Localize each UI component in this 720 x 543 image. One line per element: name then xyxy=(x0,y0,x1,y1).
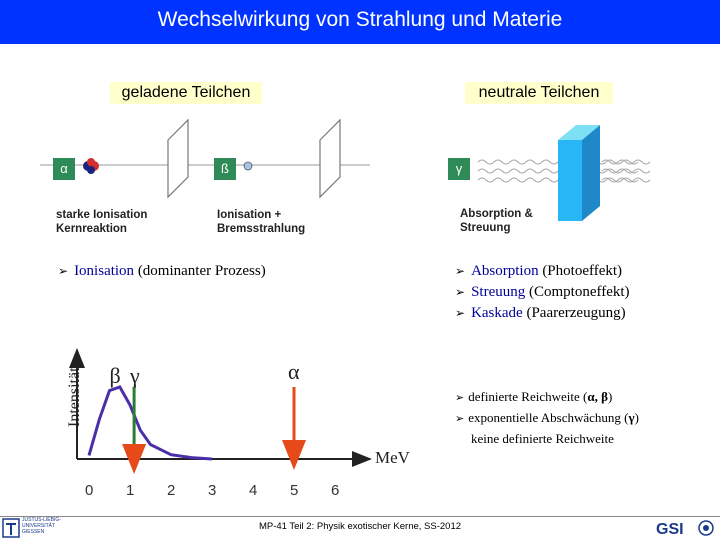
x-tick-label: 3 xyxy=(208,482,217,499)
gamma-caption-line-1: Absorption & xyxy=(460,208,533,220)
range-note-2-suffix: ) xyxy=(634,410,639,425)
x-tick-label: 4 xyxy=(249,482,258,499)
gamma-symbol: γ xyxy=(448,158,470,180)
bullet-absorption xyxy=(455,261,630,282)
bullet-streuung xyxy=(455,282,630,303)
range-note-1-suffix: ) xyxy=(607,389,613,404)
arrow-bullet-icon: ➢ xyxy=(455,391,465,404)
bullet-term: Absorption xyxy=(471,263,539,279)
arrow-bullet-icon: ➢ xyxy=(455,412,465,425)
range-note-1 xyxy=(455,387,639,408)
bullet-list-neutral xyxy=(455,261,630,324)
gamma-caption xyxy=(460,207,533,235)
alpha-particle-icon-3 xyxy=(87,158,95,166)
beta-caption xyxy=(217,208,305,236)
alpha-series-label: α xyxy=(288,359,300,384)
absorber-block-side xyxy=(582,125,600,221)
gamma-caption-line-2: Streuung xyxy=(460,222,511,234)
alpha-caption-line-1: starke Ionisation xyxy=(56,209,148,221)
x-tick-label: 5 xyxy=(290,482,299,499)
beta-caption-line-2: Bremsstrahlung xyxy=(217,223,306,235)
absorber-block-front xyxy=(558,140,582,221)
range-note-2 xyxy=(455,408,639,429)
intensity-chart xyxy=(55,345,435,510)
footer-text: MP-41 Teil 2: Physik exotischer Kerne, SS-2012 xyxy=(258,521,462,532)
footer-divider xyxy=(0,516,720,517)
beta-series-label: β xyxy=(109,363,121,388)
x-axis-label: MeV xyxy=(375,448,410,467)
absorber-plate-2 xyxy=(320,120,340,197)
alpha-particle-icon-4 xyxy=(87,166,95,174)
arrow-bullet-icon: ➢ xyxy=(455,264,466,278)
gsi-logo-text: GSI xyxy=(656,521,684,538)
label-charged-particles: geladene Teilchen xyxy=(110,82,262,104)
slide-title: Wechselwirkung von Strahlung und Materie xyxy=(157,8,563,31)
university-logo-icon xyxy=(2,518,20,540)
alpha-caption xyxy=(56,208,147,236)
beta-particle-icon xyxy=(244,162,252,170)
bullet-kaskade xyxy=(455,303,630,324)
x-tick-label: 0 xyxy=(85,482,94,499)
range-note-2-symbols: γ xyxy=(628,410,635,425)
bullet-term: Streuung xyxy=(471,284,526,300)
arrow-bullet-icon: ➢ xyxy=(455,306,466,320)
gsi-logo-icon xyxy=(654,518,718,538)
beta-curve xyxy=(89,387,212,459)
bullet-rest: (Comptoneffekt) xyxy=(525,284,630,300)
bullet-rest: (Photoeffekt) xyxy=(538,263,623,279)
university-logo-text xyxy=(22,517,61,535)
bullet-term: Kaskade xyxy=(471,305,523,321)
logo-line-3: GIESSEN xyxy=(22,529,45,535)
range-notes xyxy=(455,387,639,449)
logo-line-1: JUSTUS-LIEBIG- xyxy=(22,517,61,523)
x-tick-label: 6 xyxy=(331,482,340,499)
range-note-2-text: exponentielle Abschwächung ( xyxy=(468,410,629,425)
beta-symbol: ß xyxy=(214,158,236,180)
x-tick-label: 1 xyxy=(126,482,135,499)
x-tick-labels xyxy=(85,482,339,499)
arrow-bullet-icon: ➢ xyxy=(455,285,466,299)
range-note-1-symbols: α, β xyxy=(587,389,608,404)
alpha-caption-line-2: Kernreaktion xyxy=(56,223,127,235)
university-logo xyxy=(2,516,61,538)
gamma-series-label: γ xyxy=(130,363,140,388)
gamma-waves-exit xyxy=(602,160,650,182)
y-axis-label: Intensität xyxy=(66,367,83,427)
label-neutral-particles: neutrale Teilchen xyxy=(465,82,613,104)
bullet-rest: (dominanter Prozess) xyxy=(134,263,266,279)
range-note-1-text: definierte Reichweite ( xyxy=(468,389,588,404)
gsi-logo xyxy=(654,518,718,538)
x-tick-label: 2 xyxy=(167,482,176,499)
absorber-plate-1 xyxy=(168,120,188,197)
arrow-bullet-icon: ➢ xyxy=(58,264,69,278)
bullet-ionisation xyxy=(58,261,266,282)
bullet-rest: (Paarerzeugung) xyxy=(522,305,626,321)
logo-line-2: UNIVERSITÄT xyxy=(22,523,56,529)
range-note-3: keine definierte Reichweite xyxy=(471,431,614,446)
bullet-term: Ionisation xyxy=(74,263,135,279)
beta-caption-line-1: Ionisation + xyxy=(217,209,282,221)
alpha-symbol: α xyxy=(53,158,75,180)
